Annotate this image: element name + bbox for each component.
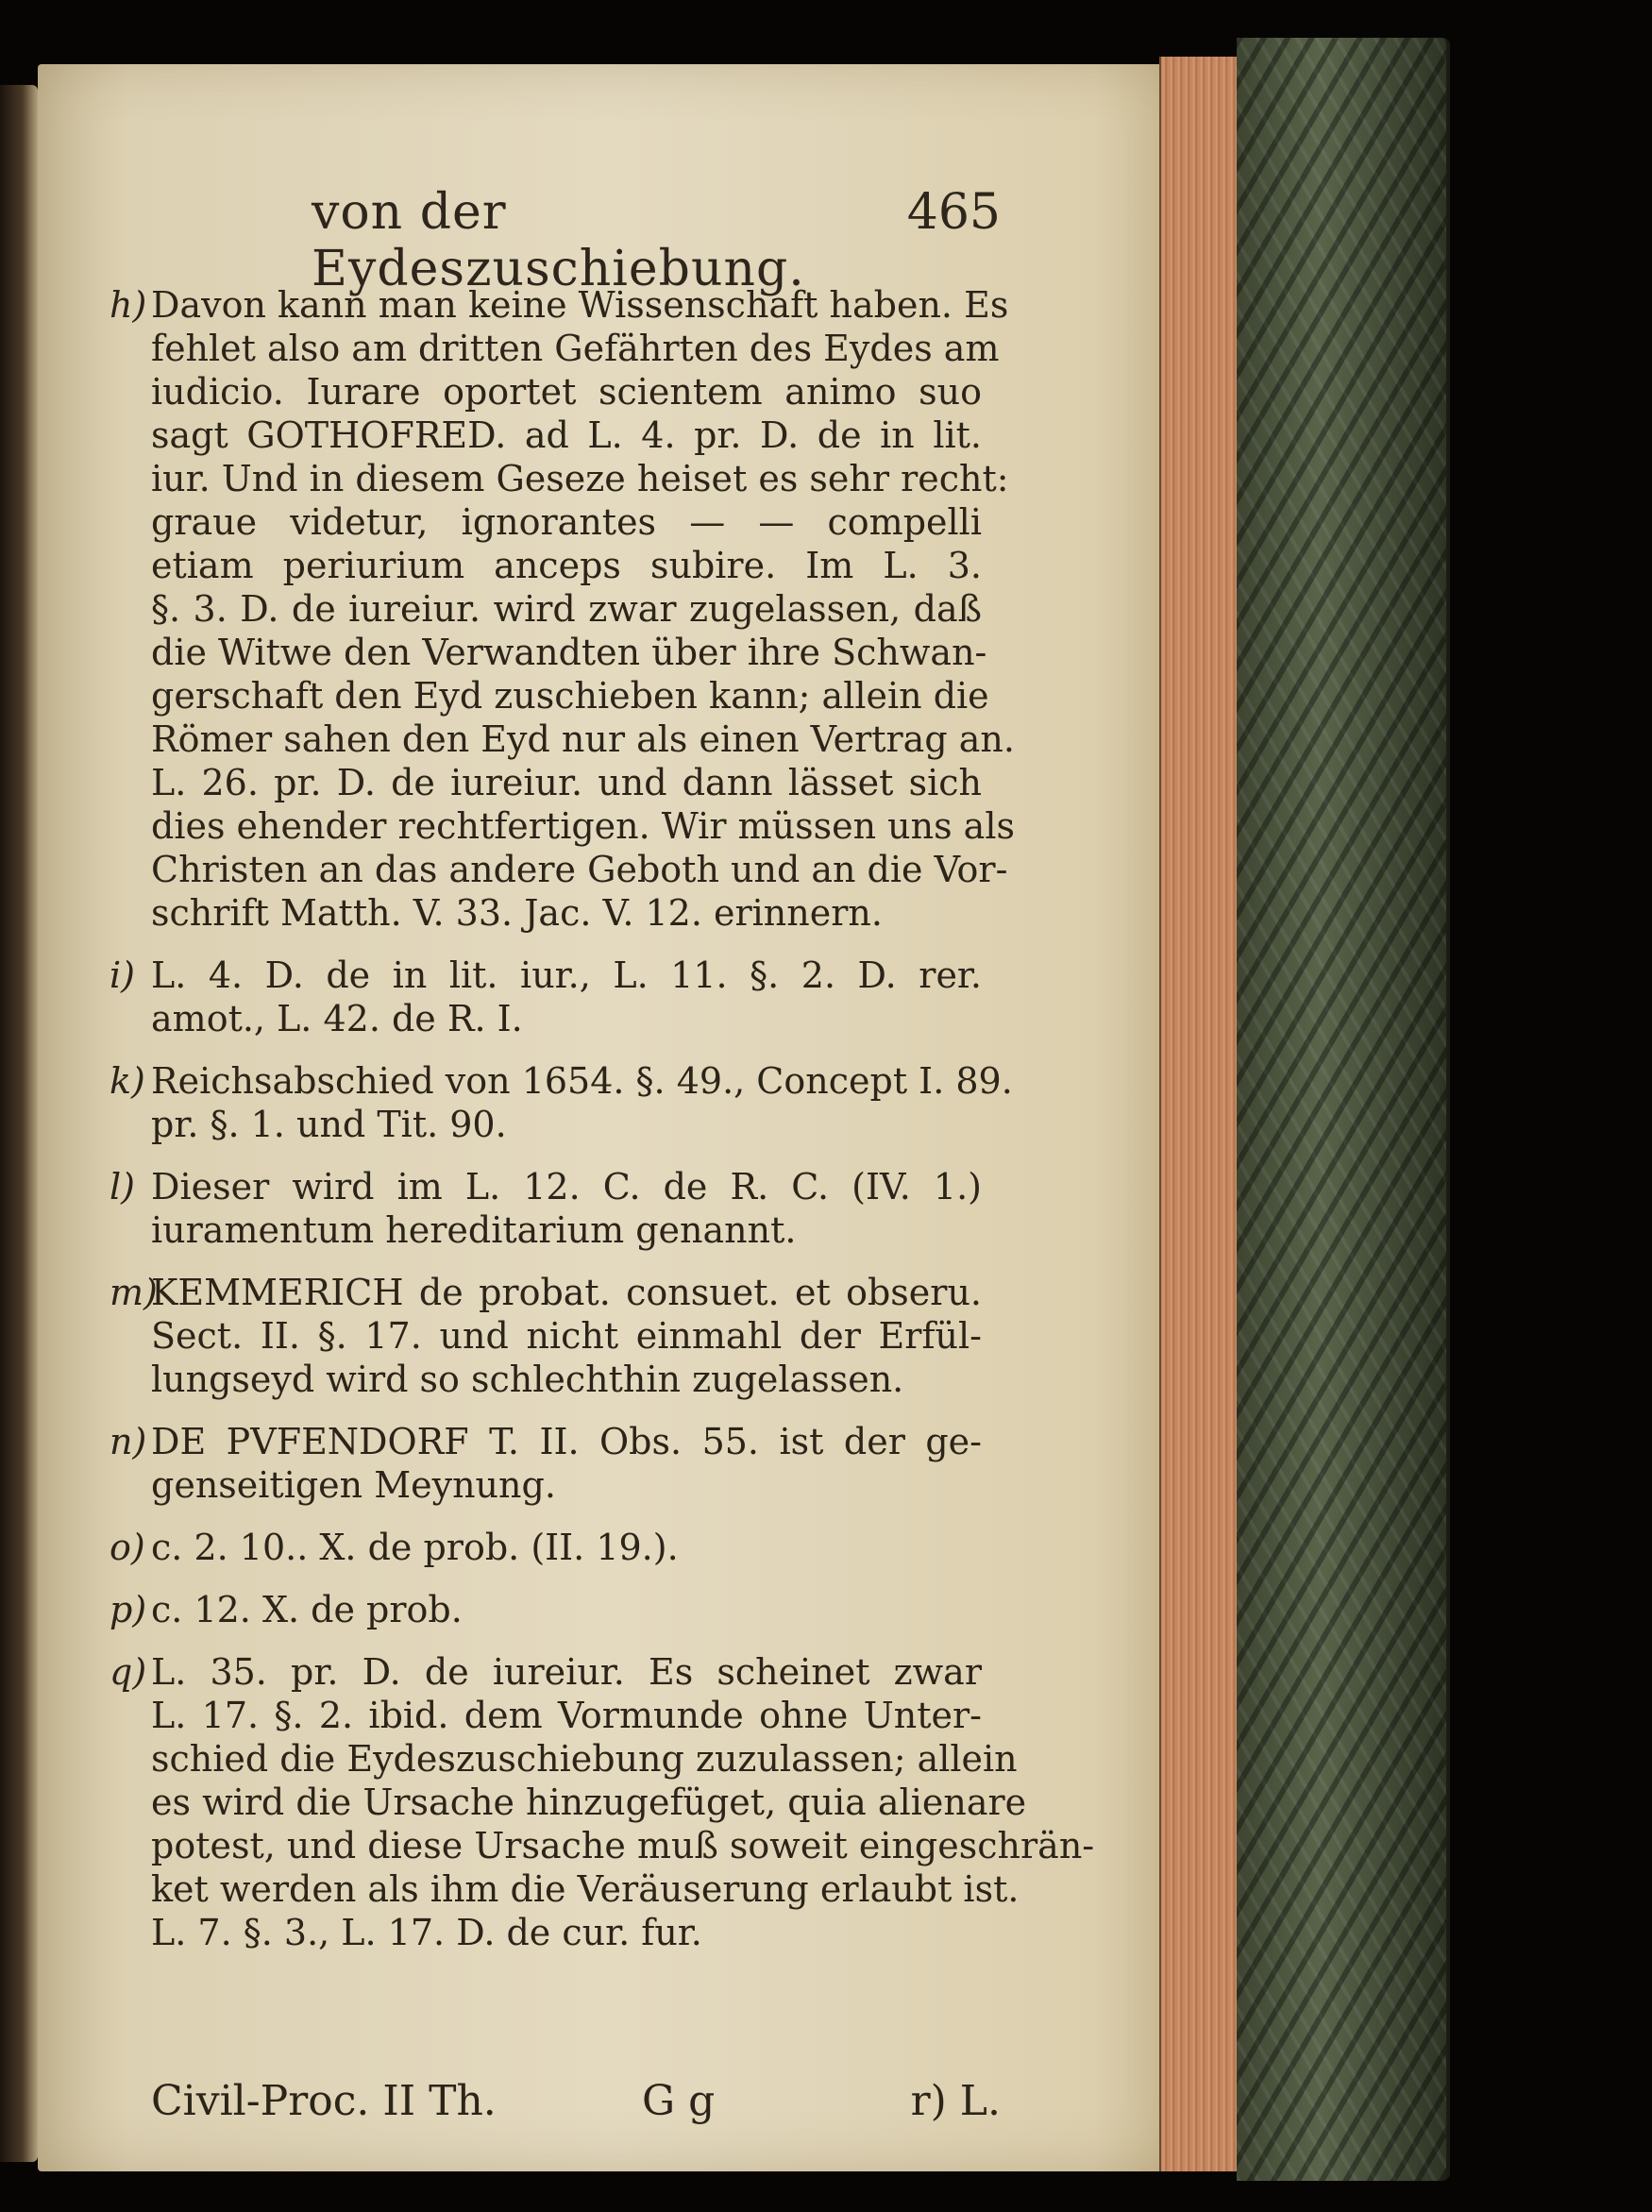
- running-title: von der Eydeszuschiebung.: [312, 184, 805, 297]
- footnote-marker: l): [110, 1166, 135, 1207]
- footnote-line: etiam periurium anceps subire. Im L. 3.: [151, 545, 982, 586]
- footnote-line: §. 3. D. de iureiur. wird zwar zugelassen, daß: [151, 588, 982, 630]
- footnote-line: dies ehender rechtfertigen. Wir müssen uns als: [151, 805, 1015, 847]
- footnote-line: Römer sahen den Eyd nur als einen Vertrag an.: [151, 718, 1015, 760]
- footnote-line: pr. §. 1. und Tit. 90.: [151, 1104, 507, 1145]
- footnote: [110, 283, 1015, 935]
- footnote-marker: p): [110, 1589, 147, 1630]
- footnote-line: Reichsabschied von 1654. §. 49., Concept I. 89.: [151, 1060, 1013, 1102]
- footnote-line: L. 26. pr. D. de iureiur. und dann lässet sich: [151, 762, 982, 803]
- footnote-marker: k): [110, 1060, 145, 1102]
- signature-mark: Civil-Proc. II Th.: [151, 2077, 497, 2125]
- footnote: [110, 1526, 982, 1569]
- footnote-line: Sect. II. §. 17. und nicht einmahl der Erfül-: [151, 1315, 982, 1357]
- footnote-marker: o): [110, 1527, 145, 1568]
- footnote-line: L. 7. §. 3., L. 17. D. de cur. fur.: [151, 1912, 702, 1953]
- footnote-marker: i): [110, 954, 135, 996]
- footnote-line: iuramentum hereditarium genannt.: [151, 1209, 797, 1251]
- footnote: [110, 1271, 982, 1401]
- footnote-line: iudicio. Iurare oportet scientem animo suo: [151, 371, 982, 413]
- footnote-line: L. 35. pr. D. de iureiur. Es scheinet zwar: [151, 1651, 982, 1693]
- footnote: [110, 1420, 982, 1507]
- footnote-line: lungseyd wird so schlechthin zugelassen.: [151, 1359, 904, 1400]
- footnote-line: L. 4. D. de in lit. iur., L. 11. §. 2. D. rer.: [151, 954, 982, 996]
- footnote-marker: q): [110, 1651, 147, 1693]
- running-head: [312, 184, 1001, 297]
- book-cover: [1237, 38, 1450, 2181]
- footnote-line: ket werden als ihm die Veräuserung erlaubt ist.: [151, 1868, 1020, 1910]
- sheet-signature: G g: [642, 2077, 716, 2125]
- footnote-line: Christen an das andere Geboth und an die Vor-: [151, 849, 1008, 890]
- footnote-marker: h): [110, 284, 147, 326]
- left-page-edge: [0, 85, 38, 2162]
- footnote-line: potest, und diese Ursache muß soweit eingeschrän-: [151, 1825, 1095, 1866]
- footnote-marker: n): [110, 1421, 147, 1462]
- footnote: [110, 1059, 1013, 1146]
- footnote-line: iur. Und in diesem Geseze heiset es sehr recht:: [151, 458, 1009, 499]
- page-number: 465: [906, 184, 1001, 241]
- footnote-line: c. 2. 10.. X. de prob. (II. 19.).: [151, 1527, 679, 1568]
- footnote-line: schrift Matth. V. 33. Jac. V. 12. erinnern.: [151, 892, 883, 934]
- footnote-line: schied die Eydeszuschiebung zuzulassen; allein: [151, 1738, 1018, 1780]
- page-edges: [1159, 57, 1239, 2171]
- footnote-line: c. 12. X. de prob.: [151, 1589, 463, 1630]
- footnote-line: L. 17. §. 2. ibid. dem Vormunde ohne Unter-: [151, 1695, 982, 1736]
- footnote-line: fehlet also am dritten Gefährten des Eydes am: [151, 328, 1000, 369]
- footnote-line: es wird die Ursache hinzugefüget, quia alienare: [151, 1781, 1027, 1823]
- catchword: r) L.: [910, 2077, 1001, 2125]
- footnotes: [110, 283, 1095, 1973]
- footnote-line: gerschaft den Eyd zuschieben kann; allein die: [151, 675, 989, 717]
- footnote-line: amot., L. 42. de R. I.: [151, 998, 523, 1039]
- footnote-line: Davon kann man keine Wissenschaft haben. Es: [151, 284, 1009, 326]
- footnote-line: DE PVFENDORF T. II. Obs. 55. ist der ge-: [151, 1421, 982, 1462]
- page-footer: [151, 2077, 1001, 2134]
- footnote: [110, 954, 982, 1040]
- footnote: [110, 1165, 982, 1252]
- footnote-line: die Witwe den Verwandten über ihre Schwan-: [151, 632, 987, 673]
- footnote-line: KEMMERICH de probat. consuet. et obseru.: [151, 1272, 982, 1313]
- footnote: [110, 1588, 982, 1631]
- footnote-line: graue videtur, ignorantes — — compelli: [151, 501, 982, 543]
- footnote-line: Dieser wird im L. 12. C. de R. C. (IV. 1.): [151, 1166, 982, 1207]
- footnote: [110, 1650, 1095, 1954]
- footnote-line: sagt GOTHOFRED. ad L. 4. pr. D. de in lit.: [151, 414, 982, 456]
- footnote-marker: m): [110, 1272, 158, 1313]
- footnote-line: genseitigen Meynung.: [151, 1464, 556, 1506]
